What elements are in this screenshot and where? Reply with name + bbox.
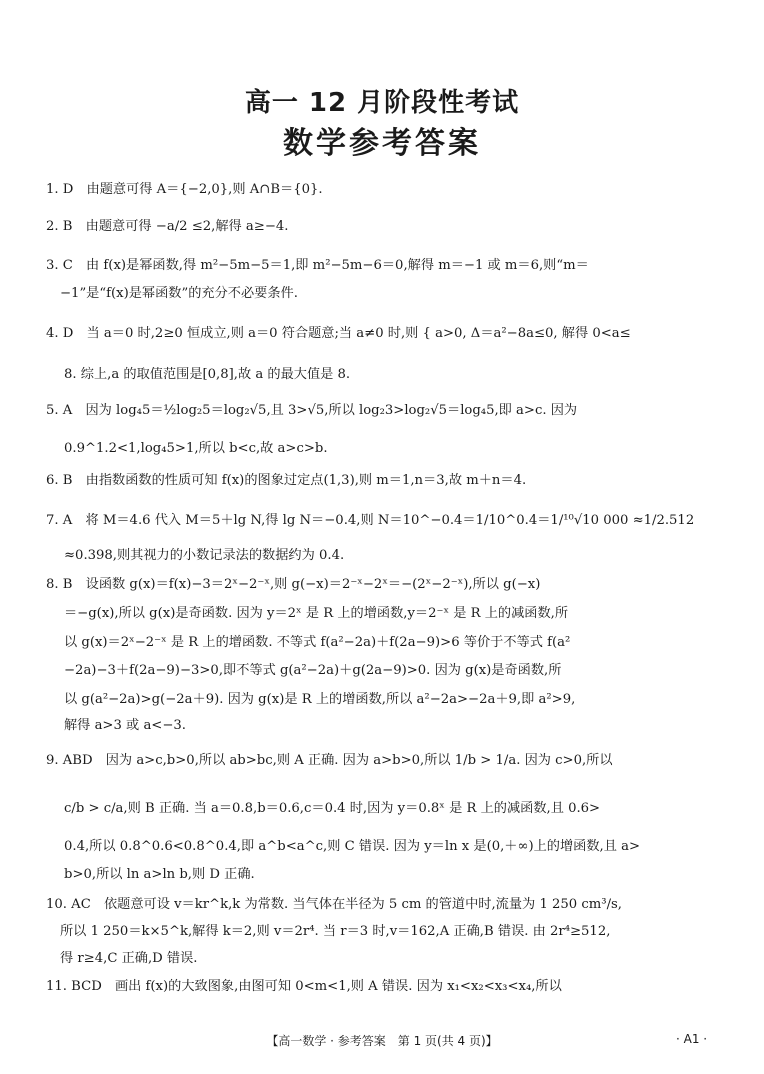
- answer-line: ≈0.398,则其视力的小数记录法的数据约为 0.4.: [64, 548, 345, 563]
- answer-line: 1. D 由题意可得 A＝{−2,0},则 A∩B＝{0}.: [46, 182, 323, 197]
- answer-line: 3. C 由 f(x)是幂函数,得 m²−5m−5＝1,即 m²−5m−6＝0,解得 m＝−1 或 m＝6,则“m＝: [46, 258, 589, 273]
- answer-line: 得 r≥4,C 正确,D 错误.: [60, 951, 198, 966]
- answer-line: 解得 a>3 或 a<−3.: [64, 718, 186, 733]
- answer-line: 8. 综上,a 的取值范围是[0,8],故 a 的最大值是 8.: [64, 367, 351, 382]
- page-footer: 【高一数学 · 参考答案 第 1 页(共 4 页)】: [266, 1034, 498, 1048]
- title-line-1: 高一 12 月阶段性考试: [244, 88, 520, 118]
- answer-line: 4. D 当 a＝0 时,2≥0 恒成立,则 a＝0 符合题意;当 a≠0 时,则 { a>0, Δ＝a²−8a≤0, 解得 0<a≤: [46, 326, 631, 341]
- answer-line: −1”是“f(x)是幂函数”的充分不必要条件.: [60, 286, 298, 301]
- answer-line: 0.4,所以 0.8^0.6<0.8^0.4,即 a^b<a^c,则 C 错误. 因为 y＝ln x 是(0,＋∞)上的增函数,且 a>: [64, 839, 641, 854]
- answer-line: 以 g(x)＝2ˣ−2⁻ˣ 是 R 上的增函数. 不等式 f(a²−2a)＋f(2a−9)>6 等价于不等式 f(a²: [64, 635, 571, 650]
- title-line-2: 数学参考答案: [283, 126, 481, 161]
- answer-line: 6. B 由指数函数的性质可知 f(x)的图象过定点(1,3),则 m＝1,n＝3,故 m＋n＝4.: [46, 473, 527, 488]
- answer-line: 7. A 将 M＝4.6 代入 M＝5＋lg N,得 lg N＝−0.4,则 N＝10^−0.4＝1/10^0.4＝1/¹⁰√10 000 ≈1/2.512: [46, 513, 695, 528]
- answer-line: 5. A 因为 log₄5＝½log₂5＝log₂√5,且 3>√5,所以 log₂3>log₂√5＝log₄5,即 a>c. 因为: [46, 403, 578, 418]
- answer-line: 0.9^1.2<1,log₄5>1,所以 b<c,故 a>c>b.: [64, 441, 328, 456]
- answer-line: ＝−g(x),所以 g(x)是奇函数. 因为 y＝2ˣ 是 R 上的增函数,y＝2⁻ˣ 是 R 上的减函数,所: [64, 606, 569, 621]
- answer-line: b>0,所以 ln a>ln b,则 D 正确.: [64, 867, 255, 882]
- answer-line: c/b > c/a,则 B 正确. 当 a＝0.8,b＝0.6,c＝0.4 时,因为 y＝0.8ˣ 是 R 上的减函数,且 0.6>: [64, 801, 601, 816]
- answer-line: 以 g(a²−2a)>g(−2a＋9). 因为 g(x)是 R 上的增函数,所以 a²−2a>−2a＋9,即 a²>9,: [64, 692, 576, 707]
- answer-line: 所以 1 250＝k×5^k,解得 k＝2,则 v＝2r⁴. 当 r＝3 时,v＝162,A 正确,B 错误. 由 2r⁴≥512,: [60, 924, 611, 939]
- answer-line: 8. B 设函数 g(x)＝f(x)−3＝2ˣ−2⁻ˣ,则 g(−x)＝2⁻ˣ−2ˣ＝−(2ˣ−2⁻ˣ),所以 g(−x): [46, 577, 541, 592]
- answer-line: 9. ABD 因为 a>c,b>0,所以 ab>bc,则 A 正确. 因为 a>b>0,所以 1/b > 1/a. 因为 c>0,所以: [46, 753, 613, 768]
- answer-line: −2a)−3＋f(2a−9)−3>0,即不等式 g(a²−2a)＋g(2a−9)>0. 因为 g(x)是奇函数,所: [64, 663, 562, 678]
- answer-line: 10. AC 依题意可设 v＝kr^k,k 为常数. 当气体在半径为 5 cm 的管道中时,流量为 1 250 cm³/s,: [46, 897, 622, 912]
- answer-line: 11. BCD 画出 f(x)的大致图象,由图可知 0<m<1,则 A 错误. 因为 x₁<x₂<x₃<x₄,所以: [46, 979, 562, 994]
- answer-line: 2. B 由题意可得 −a/2 ≤2,解得 a≥−4.: [46, 219, 289, 234]
- page-mark: · A1 ·: [676, 1032, 708, 1046]
